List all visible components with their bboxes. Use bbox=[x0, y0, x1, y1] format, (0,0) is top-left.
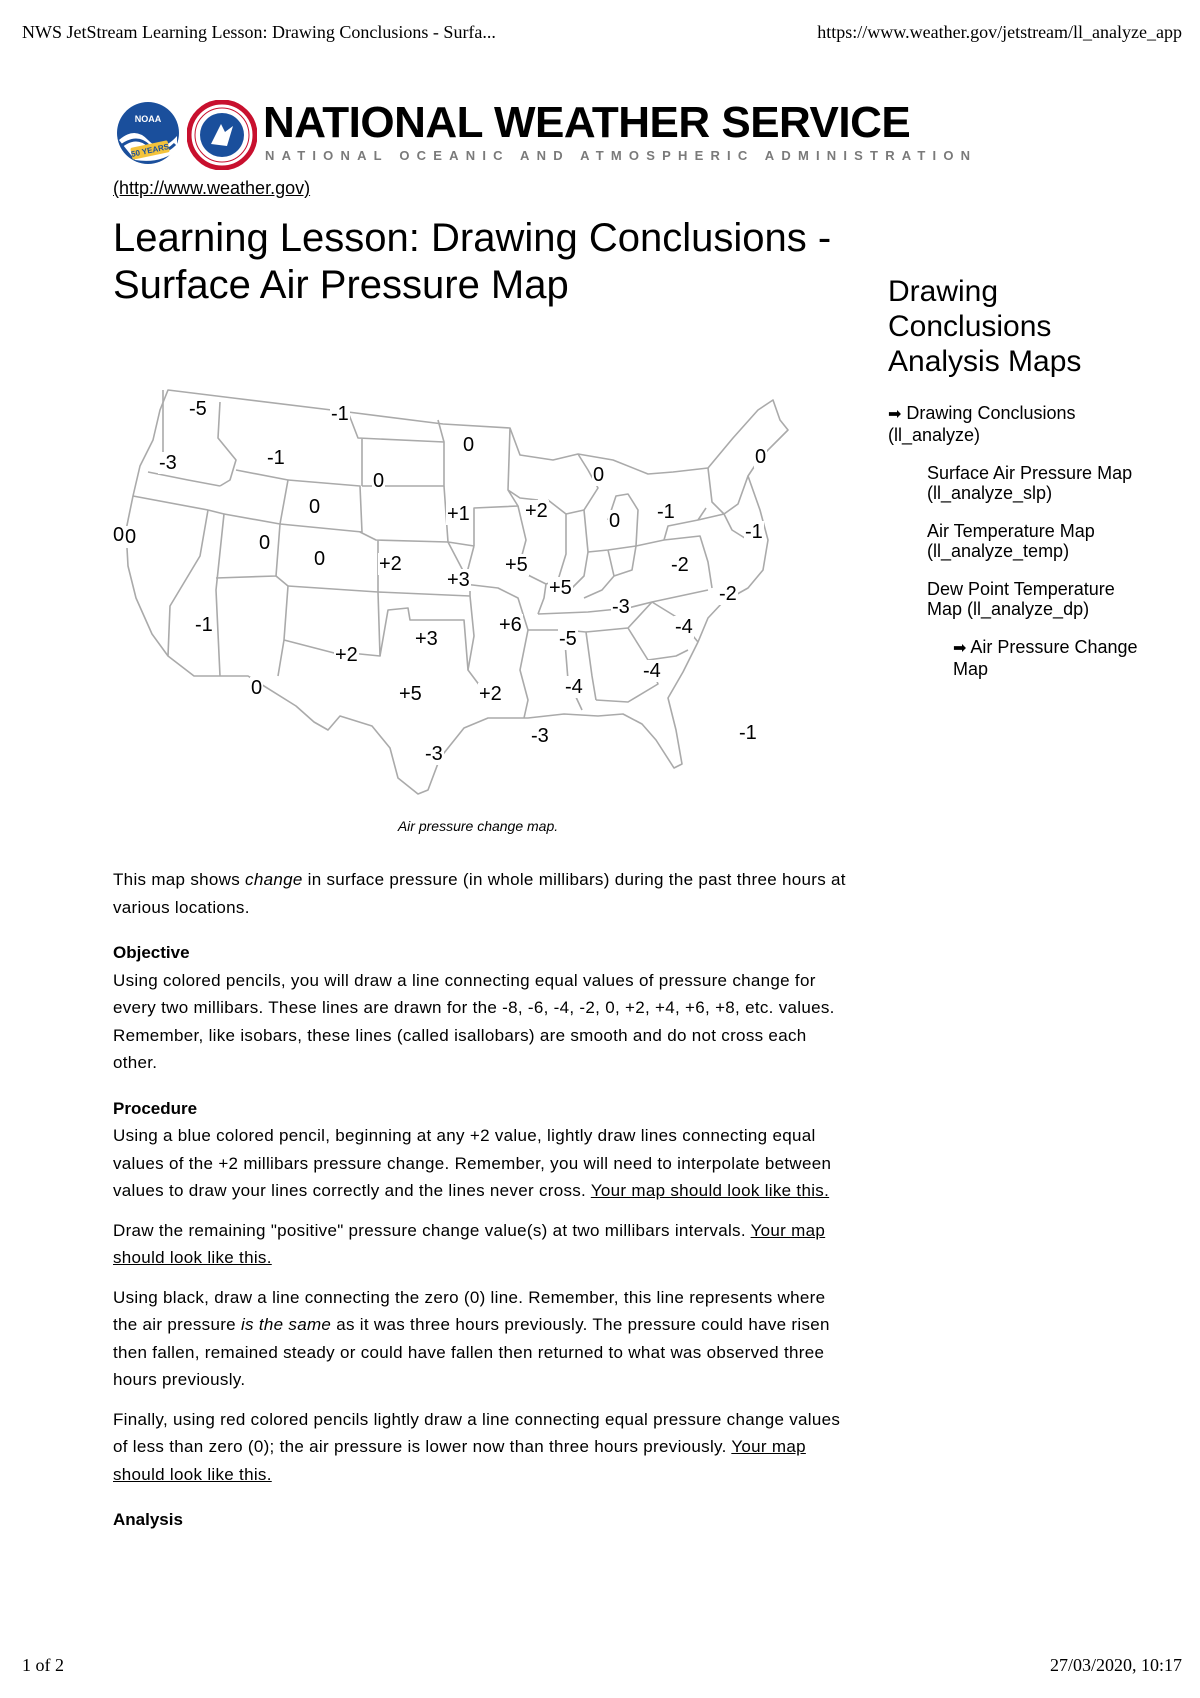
map-value-label: -1 bbox=[745, 521, 763, 543]
map-value-label: 0 bbox=[463, 434, 475, 456]
noaa-subline: NATIONAL OCEANIC AND ATMOSPHERIC ADMINISTRATION bbox=[265, 148, 978, 163]
map-example-link-1[interactable]: Your map should look like this. bbox=[590, 1181, 830, 1200]
map-value-label: -5 bbox=[559, 628, 577, 650]
map-value-label: 0 bbox=[309, 496, 321, 518]
procedure-step-1: Using a blue colored pencil, beginning at any +2 value, lightly draw lines connecting equal values of the +2 millibars pressure change. Remember, you will need to interpolate between values to draw your lines correctly and the lines never cross. Your map should look like this. bbox=[113, 1126, 832, 1200]
nws-seal-icon bbox=[187, 100, 257, 170]
map-value-label: +2 bbox=[335, 644, 358, 666]
sidebar-item-air-temperature[interactable]: Air Temperature Map (ll_analyze_temp) bbox=[927, 521, 1095, 561]
map-value-label: 0 bbox=[755, 446, 767, 468]
print-datetime: 27/03/2020, 10:17 bbox=[1049, 1655, 1182, 1675]
map-value-label: -1 bbox=[739, 722, 757, 744]
map-value-label: -3 bbox=[159, 452, 177, 474]
map-value-label: +6 bbox=[499, 614, 522, 636]
map-value-label: -5 bbox=[189, 398, 207, 420]
sidebar-heading: Drawing Conclusions Analysis Maps bbox=[888, 275, 1082, 378]
map-value-label: +2 bbox=[379, 553, 402, 575]
nws-banner[interactable] bbox=[115, 98, 978, 176]
map-value-label: +3 bbox=[447, 569, 470, 591]
map-value-label: +3 bbox=[415, 628, 438, 650]
map-value-label: +2 bbox=[525, 500, 548, 522]
noaa-logo bbox=[115, 100, 181, 166]
arrow-right-icon: ➡ bbox=[888, 406, 902, 423]
map-value-label: -2 bbox=[719, 583, 737, 605]
map-value-label: +1 bbox=[447, 503, 470, 525]
sidebar-item-pressure-change[interactable]: ➡ Air Pressure Change Map bbox=[953, 637, 1138, 679]
map-value-label: -1 bbox=[267, 447, 285, 469]
procedure-step-2: Draw the remaining "positive" pressure change value(s) at two millibars intervals. Your map should look like this. bbox=[113, 1220, 826, 1267]
lesson-content bbox=[113, 866, 848, 1534]
nws-wordmark: NATIONAL WEATHER SERVICE bbox=[263, 98, 911, 147]
procedure-step-3: Using black, draw a line connecting the zero (0) line. Remember, this line represents where the air pressure is the same as it was three hours previously. The pressure could have risen then fallen, remained steady or could have fallen then returned to what was observed three hours previously. bbox=[113, 1287, 830, 1389]
print-page-title: NWS JetStream Learning Lesson: Drawing Conclusions - Surfa... bbox=[22, 22, 496, 42]
map-value-label: -1 bbox=[331, 403, 349, 425]
map-value-label: 0 bbox=[113, 524, 125, 546]
map-value-label: -4 bbox=[643, 660, 661, 682]
sidebar-item-dew-point[interactable]: Dew Point Temperature Map (ll_analyze_dp) bbox=[927, 579, 1115, 619]
map-example-link-2[interactable]: Your map should look like this. bbox=[113, 1220, 826, 1267]
map-value-label: -1 bbox=[657, 501, 675, 523]
map-value-label: 0 bbox=[314, 548, 326, 570]
sidebar-item-drawing-conclusions[interactable]: ➡ Drawing Conclusions (ll_analyze) bbox=[888, 403, 1076, 445]
print-page-count: 1 of 2 bbox=[22, 1655, 64, 1675]
map-value-label: -3 bbox=[612, 596, 630, 618]
pressure-change-map bbox=[108, 380, 848, 820]
map-value-label: 0 bbox=[609, 510, 621, 532]
map-value-label: -4 bbox=[675, 616, 693, 638]
map-value-label: +5 bbox=[399, 683, 422, 705]
svg-text:50 YEARS: 50 YEARS bbox=[130, 142, 170, 159]
map-value-label: 0 bbox=[251, 677, 263, 699]
page-title: Learning Lesson: Drawing Conclusions - Surface Air Pressure Map bbox=[113, 216, 832, 307]
map-value-label: +5 bbox=[549, 577, 572, 599]
procedure-heading: Procedure bbox=[113, 1098, 198, 1118]
objective-heading: Objective bbox=[113, 943, 190, 962]
map-value-label: +5 bbox=[505, 554, 528, 576]
map-value-label: -2 bbox=[671, 554, 689, 576]
arrow-right-icon: ➡ bbox=[953, 640, 967, 657]
procedure-step-4: Finally, using red colored pencils lightly draw a line connecting equal pressure change values of less than zero (0); the air pressure is lower now than three hours previously. Your map should look like this. bbox=[113, 1409, 841, 1484]
map-caption: Air pressure change map. bbox=[397, 818, 559, 834]
map-example-link-3[interactable]: Your map should look like this. bbox=[113, 1437, 806, 1484]
map-value-label: 0 bbox=[125, 526, 137, 548]
map-value-label: 0 bbox=[593, 464, 605, 486]
weather-gov-link[interactable]: (http://www.weather.gov) bbox=[113, 178, 311, 198]
map-value-label: +2 bbox=[479, 683, 502, 705]
map-value-label: -4 bbox=[565, 676, 583, 698]
print-url: https://www.weather.gov/jetstream/ll_analyze_app bbox=[817, 22, 1182, 42]
map-value-label: -3 bbox=[531, 725, 549, 747]
objective-text: Using colored pencils, you will draw a line connecting equal values of pressure change for every two millibars. These lines are drawn for the -8, -6, -4, -2, 0, +2, +4, +6, +8, etc. values. Remember, like isobars, these lines (called isallobars) are smooth and do not cross each other. bbox=[113, 970, 835, 1072]
analysis-heading: Analysis bbox=[113, 1510, 183, 1529]
intro-paragraph: This map shows change in surface pressure (in whole millibars) during the past three hours at various locations. bbox=[113, 870, 846, 917]
map-value-label: -1 bbox=[195, 614, 213, 636]
sidebar-nav bbox=[888, 274, 1138, 697]
svg-text:NOAA: NOAA bbox=[134, 114, 162, 124]
map-value-label: -3 bbox=[425, 743, 443, 765]
map-value-label: 0 bbox=[373, 470, 385, 492]
map-value-label: 0 bbox=[259, 532, 271, 554]
sidebar-item-surface-air-pressure[interactable]: Surface Air Pressure Map (ll_analyze_slp) bbox=[927, 463, 1133, 503]
